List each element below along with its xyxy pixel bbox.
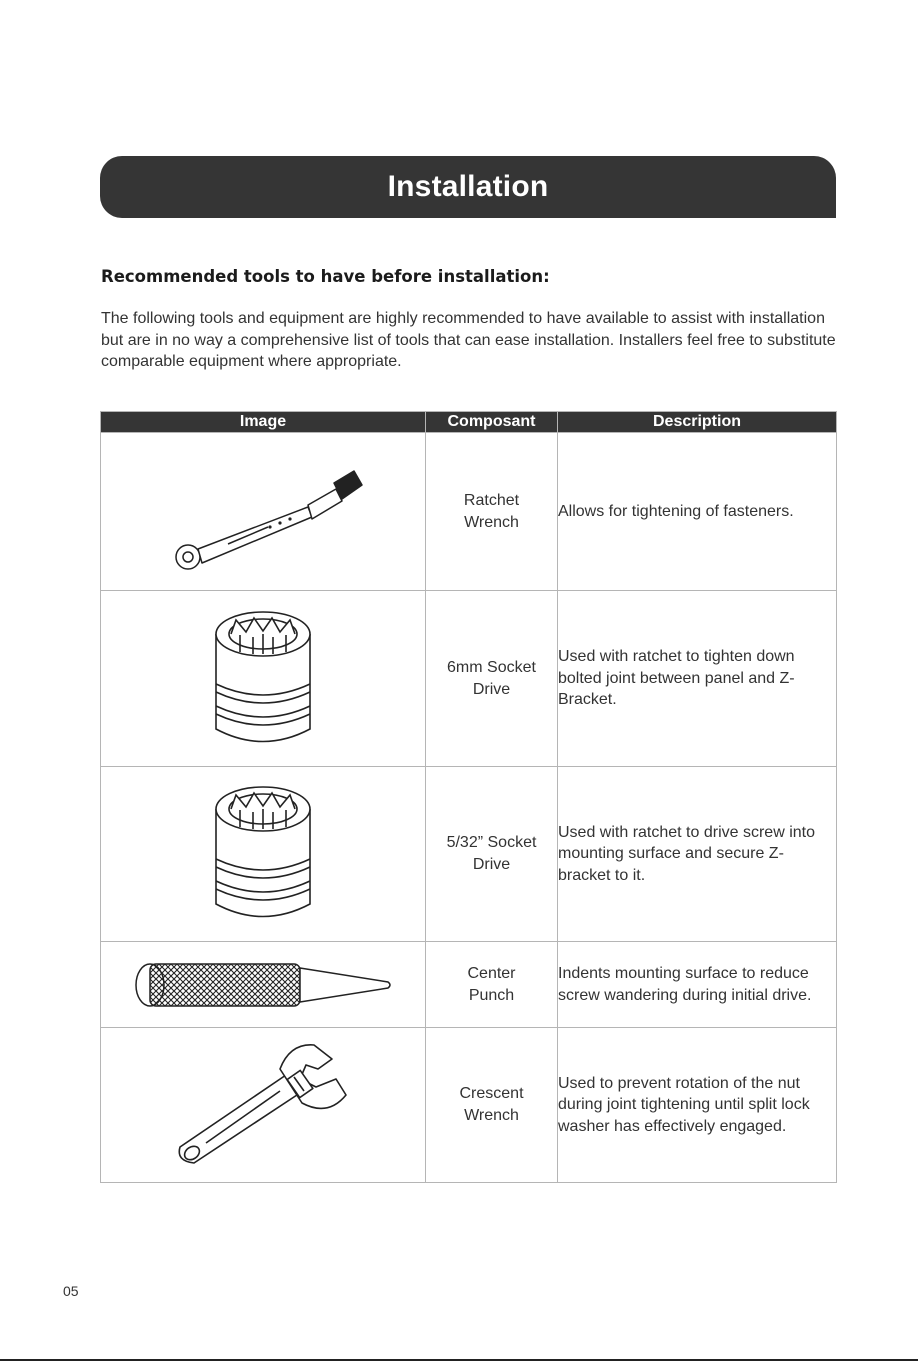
image-cell — [101, 433, 426, 591]
header-image: Image — [101, 412, 426, 433]
header-description: Description — [558, 412, 837, 433]
header-composant: Composant — [426, 412, 558, 433]
socket-drive-icon — [208, 604, 318, 754]
table-header-row — [101, 412, 837, 433]
description-cell: Indents mounting surface to reduce screw wandering during initial drive. — [558, 942, 837, 1028]
composant-name: 6mm Socket — [447, 658, 536, 676]
composant-name: Center — [467, 964, 516, 982]
page-title: Installation — [387, 170, 549, 203]
page-number: 05 — [63, 1283, 79, 1299]
tools-table — [100, 411, 837, 1183]
crescent-wrench-icon — [168, 1035, 358, 1175]
table-row — [101, 1028, 837, 1183]
composant-cell — [426, 767, 558, 942]
socket-drive-icon — [208, 779, 318, 929]
composant-cell — [426, 942, 558, 1028]
ratchet-wrench-icon — [158, 447, 368, 577]
composant-name-line2: Punch — [468, 986, 515, 1004]
table-row — [101, 591, 837, 767]
composant-name-line2: Wrench — [464, 1107, 519, 1124]
image-cell — [101, 942, 426, 1028]
composant-name: Crescent — [459, 1085, 524, 1102]
image-cell — [101, 1028, 426, 1183]
intro-paragraph: The following tools and equipment are highly recommended to have available to assist with installation but are in no way a comprehensive list of tools that can ease installation. Installers feel free to substitute comparable equipment where appropriate. — [101, 310, 836, 370]
image-cell — [101, 591, 426, 767]
description-cell: Allows for tightening of fasteners. — [558, 433, 837, 591]
section-heading: Recommended tools to have before installation: — [101, 267, 550, 286]
table-row — [101, 942, 837, 1028]
table-row — [101, 433, 837, 591]
description-cell: Used with ratchet to drive screw into mounting surface and secure Z-bracket to it. — [558, 767, 837, 942]
description-cell: Used with ratchet to tighten down bolted joint between panel and Z-Bracket. — [558, 591, 837, 767]
composant-cell — [426, 591, 558, 767]
composant-name-line2: Drive — [472, 856, 511, 873]
composant-cell — [426, 433, 558, 591]
composant-name-line2: Drive — [472, 680, 511, 698]
composant-cell — [426, 1028, 558, 1183]
table-row — [101, 767, 837, 942]
title-banner — [100, 156, 836, 218]
center-punch-icon — [126, 955, 401, 1015]
image-cell — [101, 767, 426, 942]
description-cell: Used to prevent rotation of the nut during joint tightening until split lock washer has effectively engaged. — [558, 1028, 837, 1183]
composant-name-line2: Wrench — [464, 513, 519, 531]
composant-name: Ratchet — [463, 491, 520, 509]
bottom-divider — [0, 1359, 918, 1361]
composant-name: 5/32” Socket — [446, 834, 537, 851]
